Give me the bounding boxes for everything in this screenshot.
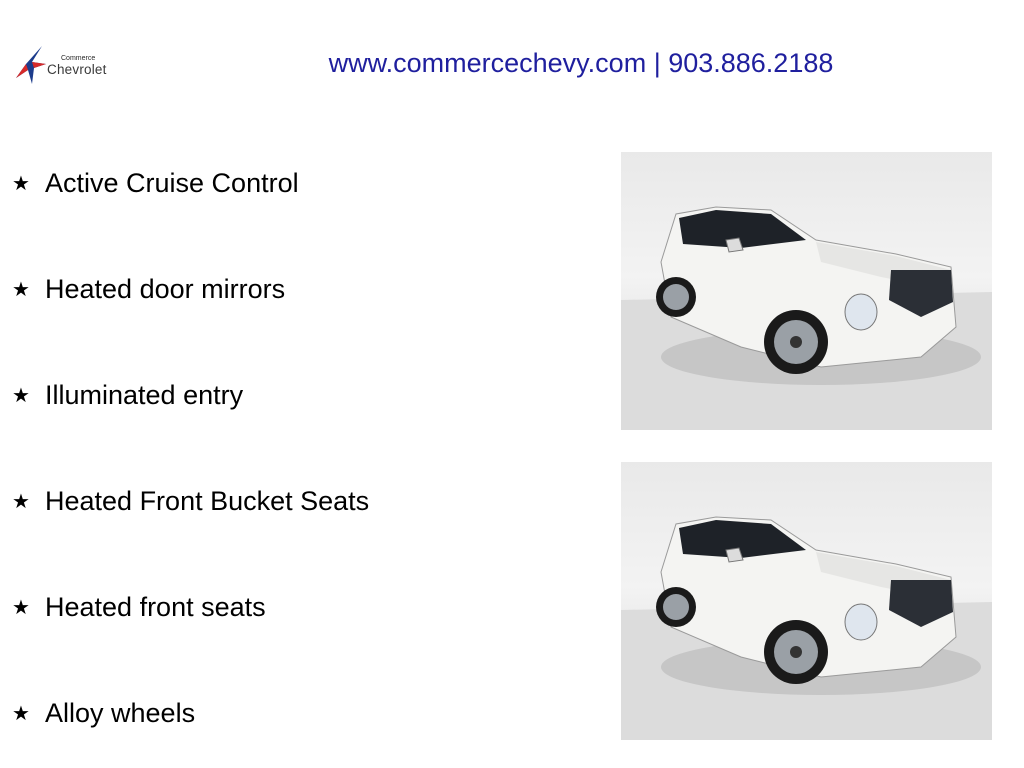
- star-bullet-icon: ★: [12, 597, 30, 619]
- star-bullet-icon: ★: [12, 279, 30, 301]
- feature-label: Heated Front Bucket Seats: [45, 486, 370, 516]
- feature-item: [12, 486, 369, 517]
- vehicle-photo[interactable]: [621, 152, 992, 430]
- vehicle-photo[interactable]: [621, 462, 992, 740]
- feature-label: Heated door mirrors: [45, 274, 286, 304]
- feature-item: [12, 698, 195, 729]
- feature-label: Active Cruise Control: [45, 168, 299, 198]
- feature-item: [12, 274, 285, 305]
- logo-small-text: Commerce: [61, 55, 96, 62]
- suv-illustration: [621, 462, 992, 740]
- contact-line[interactable]: www.commercechevy.com | 903.886.2188: [328, 48, 834, 78]
- logo-brand-text: Chevrolet: [47, 62, 107, 77]
- feature-label: Alloy wheels: [45, 698, 196, 728]
- feature-item: [12, 168, 299, 199]
- star-bullet-icon: ★: [12, 703, 30, 725]
- feature-item: [12, 380, 243, 411]
- star-bullet-icon: ★: [12, 173, 30, 195]
- suv-illustration: [621, 152, 992, 430]
- star-bullet-icon: ★: [12, 385, 30, 407]
- feature-item: [12, 592, 266, 623]
- star-bullet-icon: ★: [12, 491, 30, 513]
- feature-label: Illuminated entry: [45, 380, 244, 410]
- feature-label: Heated front seats: [45, 592, 266, 622]
